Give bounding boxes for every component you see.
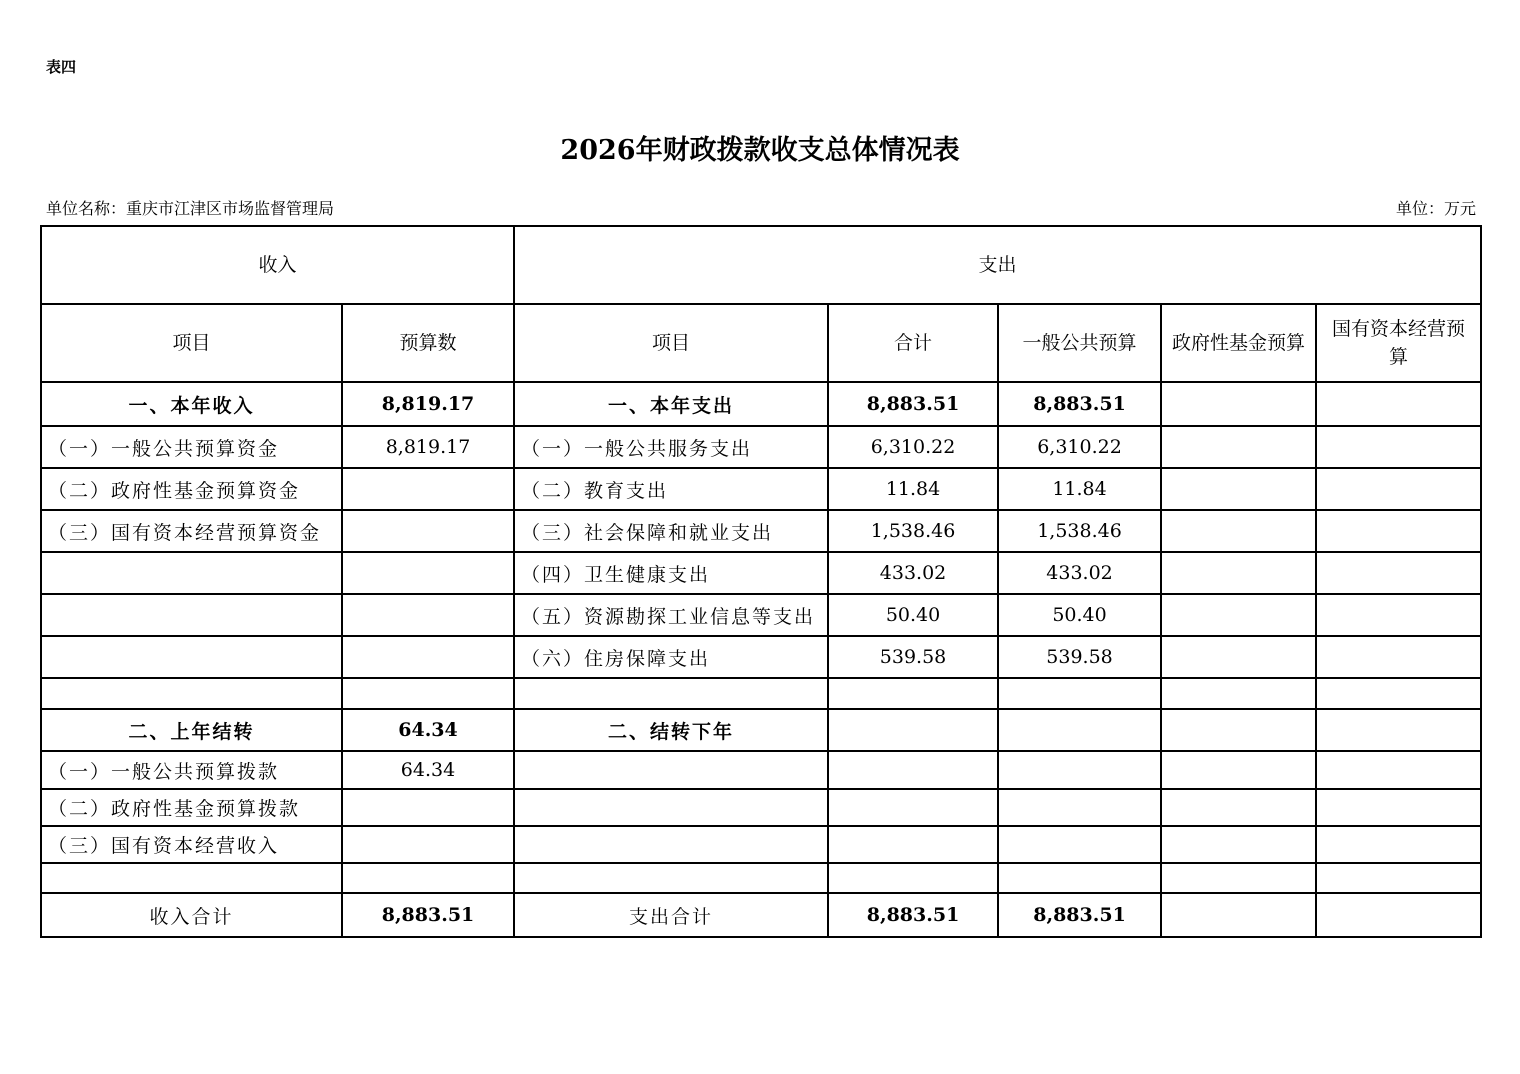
income-value-cell xyxy=(342,678,514,709)
income-value-cell: 8,819.17 xyxy=(342,426,514,468)
general-budget-cell: 539.58 xyxy=(998,636,1161,678)
income-item-cell xyxy=(41,636,342,678)
expense-total-cell xyxy=(828,678,998,709)
general-budget-cell xyxy=(998,751,1161,789)
state-capital-cell xyxy=(1316,893,1481,937)
table-row xyxy=(41,468,1481,510)
fund-budget-cell xyxy=(1161,382,1316,426)
expense-item-cell xyxy=(514,678,828,709)
table-row xyxy=(41,426,1481,468)
income-item-cell: 收入合计 xyxy=(41,893,342,937)
table-row xyxy=(41,636,1481,678)
expense-total-cell: 433.02 xyxy=(828,552,998,594)
expense-item-cell: 二、结转下年 xyxy=(514,709,828,751)
income-value-cell xyxy=(342,510,514,552)
unit-name: 单位名称：重庆市江津区市场监督管理局 xyxy=(46,199,335,218)
expense-item-cell: （三）社会保障和就业支出 xyxy=(514,510,828,552)
table-row xyxy=(41,789,1481,826)
general-budget-cell: 8,883.51 xyxy=(998,893,1161,937)
fund-budget-cell xyxy=(1161,468,1316,510)
fund-budget-cell xyxy=(1161,709,1316,751)
income-value-cell xyxy=(342,789,514,826)
expense-total-cell: 1,538.46 xyxy=(828,510,998,552)
expense-total-cell xyxy=(828,863,998,893)
income-item-cell: （二）政府性基金预算拨款 xyxy=(41,789,342,826)
income-item-cell: （一）一般公共预算资金 xyxy=(41,426,342,468)
table-row xyxy=(41,863,1481,893)
fund-budget-cell xyxy=(1161,863,1316,893)
general-budget-cell: 433.02 xyxy=(998,552,1161,594)
expense-total-cell xyxy=(828,751,998,789)
fund-budget-cell xyxy=(1161,678,1316,709)
fund-budget-cell xyxy=(1161,510,1316,552)
expense-item-cell: （一）一般公共服务支出 xyxy=(514,426,828,468)
table-row xyxy=(41,709,1481,751)
income-value-cell xyxy=(342,594,514,636)
budget-table xyxy=(40,225,1482,938)
table-row xyxy=(41,510,1481,552)
state-capital-cell xyxy=(1316,863,1481,893)
fund-budget-cell xyxy=(1161,552,1316,594)
income-item-cell: 二、上年结转 xyxy=(41,709,342,751)
state-capital-cell xyxy=(1316,594,1481,636)
income-item-cell xyxy=(41,863,342,893)
income-value-cell xyxy=(342,636,514,678)
general-budget-cell xyxy=(998,863,1161,893)
state-capital-cell xyxy=(1316,552,1481,594)
expense-total-cell xyxy=(828,789,998,826)
general-budget-cell xyxy=(998,709,1161,751)
general-budget-cell: 11.84 xyxy=(998,468,1161,510)
state-capital-cell xyxy=(1316,789,1481,826)
state-capital-cell xyxy=(1316,636,1481,678)
expense-total-cell: 8,883.51 xyxy=(828,893,998,937)
table-row xyxy=(41,678,1481,709)
general-budget-cell: 6,310.22 xyxy=(998,426,1161,468)
expense-item-cell xyxy=(514,751,828,789)
income-item-cell: 一、本年收入 xyxy=(41,382,342,426)
budget-header: 预算数 xyxy=(342,304,514,382)
expense-total-cell: 50.40 xyxy=(828,594,998,636)
income-value-cell xyxy=(342,863,514,893)
general-budget-cell: 50.40 xyxy=(998,594,1161,636)
income-value-cell: 8,883.51 xyxy=(342,893,514,937)
expense-item-cell xyxy=(514,863,828,893)
state-capital-cell xyxy=(1316,709,1481,751)
income-value-cell: 64.34 xyxy=(342,751,514,789)
state-capital-cell xyxy=(1316,751,1481,789)
expense-item-cell xyxy=(514,826,828,863)
expense-header: 支出 xyxy=(514,226,1481,304)
table-row xyxy=(41,552,1481,594)
header-row-sub xyxy=(41,304,1481,382)
income-header: 收入 xyxy=(41,226,514,304)
expense-item-cell: （四）卫生健康支出 xyxy=(514,552,828,594)
total-header: 合计 xyxy=(828,304,998,382)
fund-budget-cell xyxy=(1161,826,1316,863)
fund-budget-cell xyxy=(1161,426,1316,468)
fund-budget-cell xyxy=(1161,751,1316,789)
expense-item-cell: 支出合计 xyxy=(514,893,828,937)
general-budget-cell: 1,538.46 xyxy=(998,510,1161,552)
income-item-cell xyxy=(41,678,342,709)
income-item-cell: （一）一般公共预算拨款 xyxy=(41,751,342,789)
expense-item-cell: （二）教育支出 xyxy=(514,468,828,510)
table-row xyxy=(41,826,1481,863)
total-row xyxy=(41,893,1481,937)
table-row xyxy=(41,594,1481,636)
fund-budget-header: 政府性基金预算 xyxy=(1161,304,1316,382)
state-capital-cell xyxy=(1316,468,1481,510)
fund-budget-cell xyxy=(1161,893,1316,937)
income-item-cell: （二）政府性基金预算资金 xyxy=(41,468,342,510)
state-capital-cell xyxy=(1316,426,1481,468)
state-capital-cell xyxy=(1316,382,1481,426)
expense-item-cell: （六）住房保障支出 xyxy=(514,636,828,678)
income-value-cell xyxy=(342,468,514,510)
expense-total-cell xyxy=(828,826,998,863)
table-row xyxy=(41,751,1481,789)
expense-total-cell: 8,883.51 xyxy=(828,382,998,426)
table-row xyxy=(41,382,1481,426)
unit-label: 单位：万元 xyxy=(1395,199,1476,218)
state-capital-cell xyxy=(1316,510,1481,552)
income-value-cell: 8,819.17 xyxy=(342,382,514,426)
income-item-cell xyxy=(41,552,342,594)
income-item-cell: （三）国有资本经营收入 xyxy=(41,826,342,863)
expense-total-cell: 6,310.22 xyxy=(828,426,998,468)
income-item-header: 项目 xyxy=(41,304,342,382)
income-value-cell xyxy=(342,552,514,594)
income-item-cell xyxy=(41,594,342,636)
income-value-cell xyxy=(342,826,514,863)
fund-budget-cell xyxy=(1161,594,1316,636)
expense-total-cell xyxy=(828,709,998,751)
general-budget-cell: 8,883.51 xyxy=(998,382,1161,426)
state-capital-header: 国有资本经营预算 xyxy=(1316,304,1481,382)
expense-item-cell: （五）资源勘探工业信息等支出 xyxy=(514,594,828,636)
income-value-cell: 64.34 xyxy=(342,709,514,751)
header-row-top xyxy=(41,226,1481,304)
general-budget-cell xyxy=(998,789,1161,826)
expense-item-cell xyxy=(514,789,828,826)
fund-budget-cell xyxy=(1161,789,1316,826)
table-number: 表四 xyxy=(46,58,77,76)
expense-item-cell: 一、本年支出 xyxy=(514,382,828,426)
expense-item-header: 项目 xyxy=(514,304,828,382)
expense-total-cell: 11.84 xyxy=(828,468,998,510)
income-item-cell: （三）国有资本经营预算资金 xyxy=(41,510,342,552)
fund-budget-cell xyxy=(1161,636,1316,678)
state-capital-cell xyxy=(1316,826,1481,863)
expense-total-cell: 539.58 xyxy=(828,636,998,678)
page-title: 2026年财政拨款收支总体情况表 xyxy=(560,135,960,166)
general-budget-cell xyxy=(998,826,1161,863)
general-budget-header: 一般公共预算 xyxy=(998,304,1161,382)
state-capital-cell xyxy=(1316,678,1481,709)
general-budget-cell xyxy=(998,678,1161,709)
